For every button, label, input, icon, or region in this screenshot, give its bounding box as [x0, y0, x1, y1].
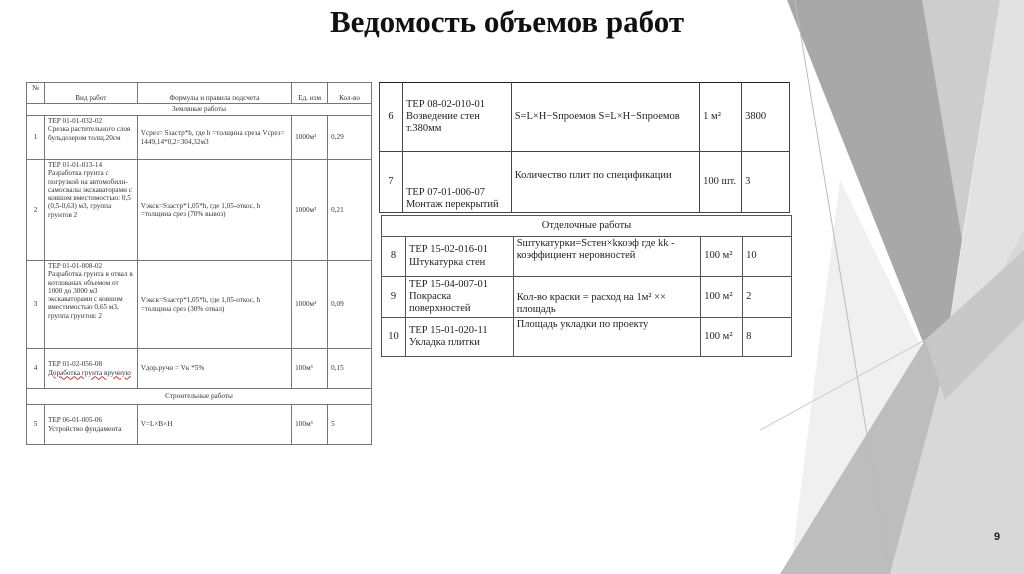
row-code: ТЕР 15-04-007-01 [408, 278, 488, 290]
row-code: ТЕР 01-01-032-02 [47, 117, 103, 125]
row-name: Монтаж перекрытий [405, 198, 499, 210]
table-row [27, 160, 372, 261]
row-number: 8 [382, 237, 406, 277]
row-number: 3 [27, 261, 45, 349]
row-unit: 1000м³ [292, 261, 328, 349]
table-row [380, 83, 790, 152]
row-code: ТЕР 01-02-056-08 [47, 360, 103, 369]
row-qty: 5 [328, 405, 372, 445]
row-code: ТЕР 08-02-010-01 [405, 98, 485, 110]
row-number: 10 [382, 318, 406, 357]
right-table-bottom [381, 215, 792, 357]
row-qty: 0,15 [328, 349, 372, 389]
table-row [27, 349, 372, 389]
row-name: Штукатурка стен [408, 256, 486, 268]
row-qty: 0,29 [328, 116, 372, 160]
row-formula: Vэкск=Sзастр*1,05*h, где 1,05-откос, h =толщина срез (30% отвал) [137, 261, 291, 349]
row-unit: 100м³ [292, 405, 328, 445]
row-unit: 1000м³ [292, 160, 328, 261]
table-row [27, 405, 372, 445]
row-formula: Площадь укладки по проекту [513, 318, 701, 357]
table-header-row [27, 83, 372, 104]
row-name: Возведение стен т.380мм [405, 110, 480, 135]
row-qty: 0,09 [328, 261, 372, 349]
row-number: 9 [382, 277, 406, 318]
section-earth-works: Земляные работы [27, 104, 372, 116]
row-formula: Vэкск=Sзастр*1,05*h, где 1,05-откос, h =толщина срез (70% вывоз) [137, 160, 291, 261]
header-unit: Ед. изм [292, 83, 328, 104]
row-formula: Кол-во краски = расход на 1м² ×× площадь [513, 277, 701, 318]
row-unit: 100 м² [701, 318, 743, 357]
row-name: Разработка грунта с погрузкой на автомобили-самосвалы экскаваторами с ковшом вместимостью: 0,5 (0,5-0,63) м3, группа грунтов 2 [47, 169, 132, 219]
row-unit: 1000м³ [292, 116, 328, 160]
header-number: № [27, 83, 45, 104]
row-formula: Vсрез= Sзастр*h, где h =толщина среза Vсрез= 1449,14*0,2=304,32м3 [137, 116, 291, 160]
section-finishing-works: Отделочные работы [382, 216, 792, 237]
row-formula: S=L×H−Sпроемов S=L×H−Sпроемов [511, 83, 699, 152]
row-name: Разработка грунта в отвал в котлованах объемом от 1000 до 3000 м3 экскаваторами с ковшом вместимостью 0,65 м3, группа грунтов: 2 [47, 270, 133, 320]
row-qty: 3800 [742, 83, 790, 152]
row-number: 1 [27, 116, 45, 160]
header-formula: Формулы и правила подсчета [137, 83, 291, 104]
table-row [380, 152, 790, 213]
row-qty: 10 [743, 237, 792, 277]
table-row [382, 318, 792, 357]
table-row [27, 261, 372, 349]
row-formula: Количество плит по спецификации [511, 152, 699, 213]
section-construction-works: Строительные работы [27, 389, 372, 405]
row-name: Срезка растительного слоя бульдозером толщ.20см [47, 125, 131, 142]
row-number: 5 [27, 405, 45, 445]
page-number: 9 [994, 531, 1001, 543]
row-unit: 100 м² [701, 277, 743, 318]
row-unit: 1 м² [700, 83, 742, 152]
table-row [382, 237, 792, 277]
row-number: 6 [380, 83, 403, 152]
row-unit: 100м³ [292, 349, 328, 389]
row-code: ТЕР 01-01-008-02 [47, 262, 103, 270]
left-table [26, 82, 372, 445]
row-number: 2 [27, 160, 45, 261]
row-number: 4 [27, 349, 45, 389]
row-formula: Sштукатурки=Sстен×kкоэф где kk - коэффициент неровностей [513, 237, 701, 277]
header-qty: Кол-во [328, 83, 372, 104]
row-code: ТЕР 01-01-013-14 [47, 161, 103, 169]
row-code: ТЕР 15-02-016-01 [408, 244, 488, 256]
row-qty: 3 [742, 152, 790, 213]
row-formula: Vдор.ручн = Vк *5% [137, 349, 291, 389]
row-unit: 100 шт. [700, 152, 742, 213]
row-formula: V=L×B×H [137, 405, 291, 445]
header-work-type: Вид работ [44, 83, 137, 104]
row-name: Устройство фундамента [47, 424, 122, 433]
row-qty: 8 [743, 318, 792, 357]
row-name: Доработка грунта вручную [47, 368, 131, 377]
row-qty: 0,21 [328, 160, 372, 261]
row-number: 7 [380, 152, 403, 213]
page-title: Ведомость объемов работ [329, 4, 685, 39]
row-unit: 100 м² [701, 237, 743, 277]
row-name: Покраска поверхностей [408, 290, 471, 315]
row-qty: 2 [743, 277, 792, 318]
row-code: ТЕР 15-01-020-11 [408, 324, 488, 336]
table-row [27, 116, 372, 160]
right-table-top [379, 82, 790, 213]
row-code: ТЕР 06-01-005-06 [47, 416, 103, 425]
row-code: ТЕР 07-01-006-07 [405, 186, 485, 198]
row-name: Укладка плитки [408, 337, 480, 348]
table-row [382, 277, 792, 318]
